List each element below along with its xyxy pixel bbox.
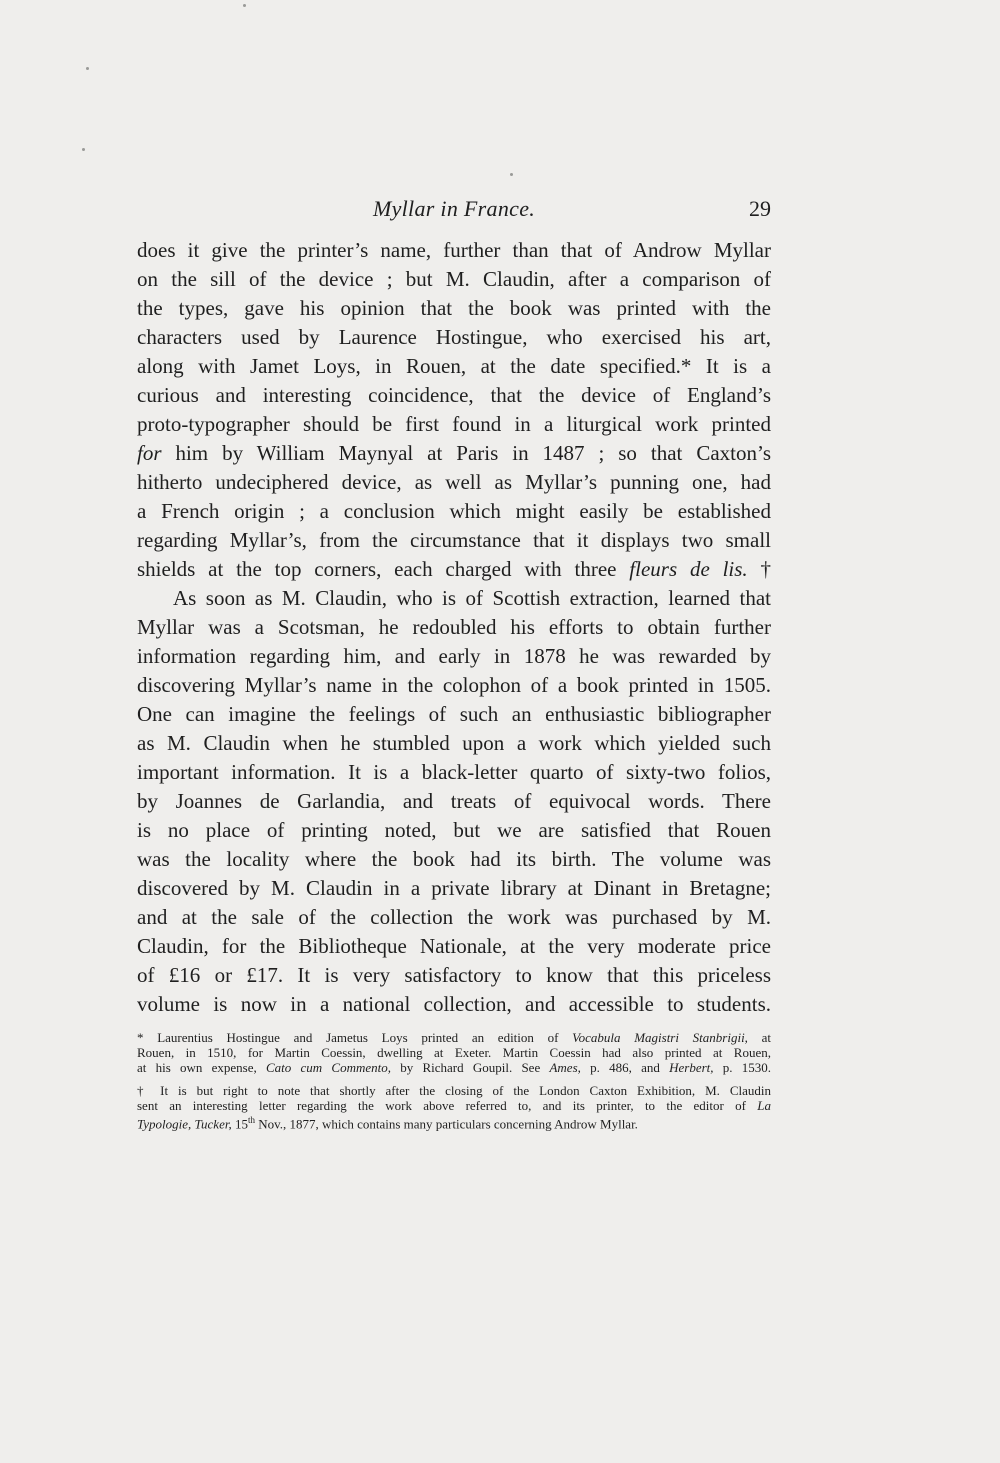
text-run: 15 [231,1116,248,1132]
text-line: and at the sale of the collection the work was purchased by M. [137,905,771,929]
text-run: at [747,1030,772,1045]
paragraph-start-line: As soon as M. Claudin, who is of Scottish extraction, learned that [173,586,771,610]
dagger-mark: † [747,557,772,581]
text-line: was the locality where the book had its birth. The volume was [137,847,771,871]
text-line: regarding Myllar’s, from the circumstance that it displays two small [137,528,771,552]
text-line: Claudin, for the Bibliotheque Nationale, at the very moderate price [137,934,771,958]
footnote-line: Rouen, in 1510, for Martin Coessin, dwelling at Exeter. Martin Coessin had also printed at Rouen, [137,1045,771,1060]
text-line: is no place of printing noted, but we are satisfied that Rouen [137,818,771,842]
italic-title: Typologie, Tucker, [137,1116,232,1132]
text-line: One can imagine the feelings of such an enthusiastic bibliographer [137,702,771,726]
page-number: 29 [749,196,771,221]
text-line: on the sill of the device ; but M. Claudin, after a comparison of [137,267,771,291]
paper-speck [243,4,246,7]
footnote-line [137,1113,771,1132]
text-line: the types, gave his opinion that the book was printed with the [137,296,771,320]
text-line: Myllar was a Scotsman, he redoubled his efforts to obtain further [137,615,771,639]
text-line: proto-typographer should be first found in a liturgical work printed [137,412,771,436]
text-line [137,439,771,468]
text-line: volume is now in a national collection, and accessible to students. [137,992,771,1016]
text-run: p. 486, and [580,1060,670,1075]
text-line [137,555,771,584]
text-line: curious and interesting coincidence, that the device of England’s [137,383,771,407]
text-line: by Joannes de Garlandia, and treats of equivocal words. There [137,789,771,813]
text-run: Nov., 1877, which contains many particulars concerning Androw Myllar. [255,1116,638,1132]
text-line: information regarding him, and early in 1878 he was rewarded by [137,644,771,668]
text-line: of £16 or £17. It is very satisfactory to know that this priceless [137,963,771,987]
text-line: discovered by M. Claudin in a private library at Dinant in Bretagne; [137,876,771,900]
text-run: p. 1530. [713,1060,771,1075]
text-line: discovering Myllar’s name in the colophon of a book printed in 1505. [137,673,771,697]
text-run: by Richard Goupil. See [391,1060,550,1075]
footnote-line [137,1098,771,1113]
text-line: does it give the printer’s name, further than that of Androw Myllar [137,238,771,262]
body-text [137,236,771,1019]
italic-title: Cato cum Commento, [266,1060,391,1075]
footnote-line [137,1030,771,1045]
italic-title: Ames, [549,1060,581,1075]
text-run: shields at the top corners, each charged with three [137,557,630,581]
paper-speck [82,148,85,151]
running-head [137,196,771,230]
text-line: a French origin ; a conclusion which might easily be established [137,499,771,523]
footnote-line [137,1060,771,1075]
footnote-line: † It is but right to note that shortly after the closing of the London Caxton Exhibition, M. Claudin [137,1083,771,1098]
italic-title: Vocabula Magistri Stanbrigii, [572,1030,748,1045]
text-run: him by William Maynyal at Paris in 1487 ; so that Caxton’s [161,441,771,465]
italic-phrase: fleurs de lis. [629,557,748,581]
text-run: * Laurentius Hostingue and Jametus Loys printed an edition of [137,1030,573,1045]
superscript: th [247,1115,255,1125]
italic-word: for [137,441,162,465]
italic-title: La [757,1098,771,1113]
text-line: important information. It is a black-letter quarto of sixty-two folios, [137,760,771,784]
footnotes [137,1030,772,1132]
text-run: at his own expense, [137,1060,266,1075]
text-line: characters used by Laurence Hostingue, who exercised his art, [137,325,771,349]
text-line: along with Jamet Loys, in Rouen, at the date specified.* It is a [137,354,771,378]
paper-speck [86,67,89,70]
italic-title: Herbert, [669,1060,714,1075]
paper-speck [510,173,513,176]
text-line: as M. Claudin when he stumbled upon a work which yielded such [137,731,771,755]
text-run: sent an interesting letter regarding the work above referred to, and its printer, to the editor of [137,1098,758,1113]
text-line: hitherto undeciphered device, as well as Myllar’s punning one, had [137,470,771,494]
running-title: Myllar in France. [372,196,536,221]
footnote-gap [137,1075,771,1083]
